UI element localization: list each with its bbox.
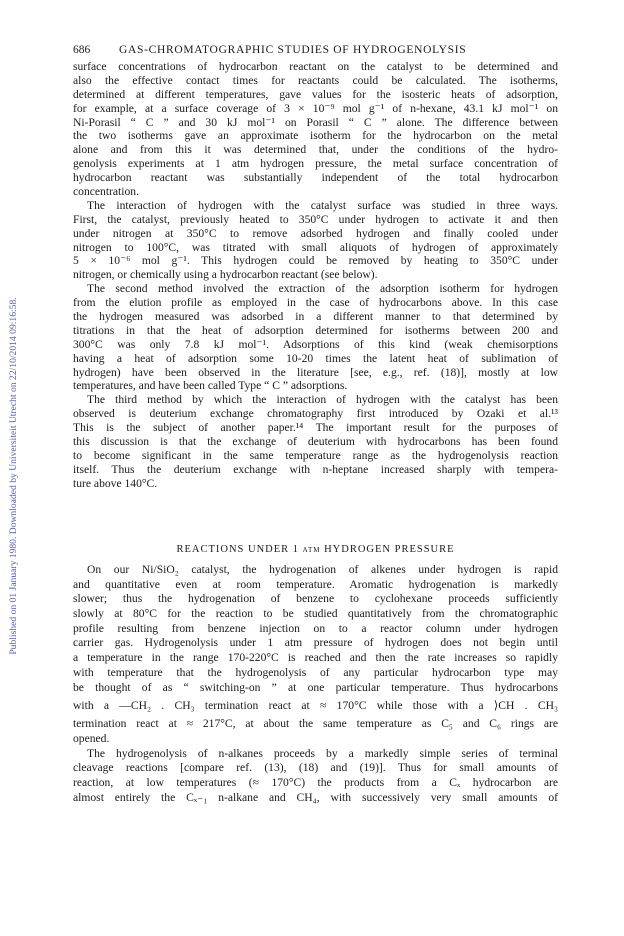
page-number: 686 [73, 44, 91, 56]
text-line: temperatures, and have been called Type “ C ” adsorptions. [73, 379, 348, 393]
text-line: 300°C was only 7.8 kJ mol⁻¹. Adsorptions of this kind (weak chemisorptions [73, 337, 558, 351]
text-line: determined at different temperatures, gave values for the isosteric heats of adsorption, [73, 87, 558, 101]
text-line: almost entirely the Cₓ₋₁ n-alkane and CH₄, with successively very small amounts of [73, 790, 558, 804]
page-header [73, 42, 558, 58]
text-line: the hydrogen measured was adsorbed in a different manner to that determined by [73, 310, 558, 324]
text-line: and quantitative even at room temperature. Aromatic hydrogenation is markedly [73, 577, 558, 591]
text-line: the two isotherms gave an approximate isotherm for the hydrocarbon on the metal [73, 129, 558, 143]
text-line: hydrocarbon reactant was substantially independent of the total hydrocarbon [73, 171, 558, 185]
text-line: slowly at 80°C for the reaction to be studied quantitatively from the chromatographic [73, 607, 558, 621]
text-line: concentration. [73, 185, 139, 199]
paragraph-6 [73, 747, 558, 806]
text-line: this discussion is that the exchange of deuterium with hydrocarbons has been found [73, 435, 558, 449]
text-line: alone and from this it was determined that, under the conditions of the hydro- [73, 143, 558, 157]
text-line: profile resulting from benzene injection on to a reactor column under hydrogen [73, 621, 558, 635]
text-line: observed is deuterium exchange chromatography first introduced by Ozaki et al.¹³ [73, 407, 558, 421]
text-line: ture above 140°C. [73, 476, 158, 490]
text-line: opened. [73, 731, 110, 745]
text-line: First, the catalyst, previously heated to 350°C under hydrogen to activate it and then [73, 212, 558, 226]
text-line: also the effective contact times for reactants could be calculated. The isotherms, [73, 73, 558, 87]
text-line: The hydrogenolysis of n-alkanes proceeds by a markedly simple series of terminal [87, 746, 558, 760]
text-line: with temperature that the hydrogenolysis of any particular hydrocarbon type may [73, 665, 558, 679]
text-line: for example, at a surface coverage of 3 × 10⁻⁹ mol g⁻¹ of n-hexane, 43.1 kJ mol⁻¹ on [73, 101, 558, 115]
text-line: The third method by which the interaction of hydrogen with the catalyst has been [87, 393, 558, 407]
text-line: carrier gas. Hydrogenolysis under 1 atm pressure of hydrogen does not begin until [73, 636, 558, 650]
text-line: cleavage reactions [compare ref. (13), (18) and (19)]. Thus for small amounts of [73, 761, 558, 775]
text-line: to become significant in the same temperature range as the hydrogenolysis reaction [73, 448, 558, 462]
paragraph-4 [73, 393, 558, 490]
formula-line: with a —CH₂ . CH₃ termination react at ≈ 170°C while those with a ⟩CH . CH₃ [73, 699, 558, 713]
text-line: surface concentrations of hydrocarbon reactant on the catalyst to be determined and [73, 60, 558, 73]
text-line: The second method involved the extraction of the adsorption isotherm for hydrogen [87, 282, 558, 296]
text-line: nitrogen to 100°C, was titrated with small aliquots of hydrogen of approximately [73, 240, 558, 254]
text-line: from the elution profile as employed in the case of hydrocarbons above. In this case [73, 296, 558, 310]
running-title: GAS-CHROMATOGRAPHIC STUDIES OF HYDROGENOLYSIS [119, 44, 467, 56]
text-line: The interaction of hydrogen with the catalyst surface was studied in three ways. [87, 198, 558, 212]
text-line: 5 × 10⁻⁶ mol g⁻¹. This hydrogen could be removed by heating to 350°C under [73, 254, 558, 268]
paragraph-3 [73, 282, 558, 393]
paragraph-5 [73, 563, 558, 747]
text-line: reaction, at low temperatures (≈ 170°C) the products from a Cₓ hydrocarbon are [73, 775, 558, 789]
text-line: genolysis experiments at 1 atm hydrogen pressure, the metal surface concentration of [73, 157, 558, 171]
paragraph-1 [73, 60, 558, 199]
text-line: On our Ni/SiO₂ catalyst, the hydrogenation of alkenes under hydrogen is rapid [87, 563, 558, 576]
section-heading: REACTIONS UNDER 1 atm HYDROGEN PRESSURE [176, 544, 455, 555]
text-line: a temperature in the range 170-220°C is reached and then the rate increases so rapidly [73, 651, 558, 665]
text-line: nitrogen, or chemically using a hydrocarbon reactant (see below). [73, 268, 378, 282]
text-line: itself. Thus the deuterium exchange with n-heptane increased sharply with tempera- [73, 462, 558, 476]
text-line: be thought of as “ switching-on ” at one particular temperature. Thus hydrocarbons [73, 680, 558, 694]
text-line: under nitrogen at 350°C to remove adsorbed hydrogen and finally cooled under [73, 226, 558, 240]
publication-watermark: Published on 01 January 1980. Downloaded by Universiteit Utrecht on 22/10/2014 09:16:58. [8, 297, 19, 655]
text-line: hydrogen) have been observed in the literature [see, e.g., ref. (18)], mostly at low [73, 365, 558, 379]
article-body-top [73, 60, 558, 491]
article-body-bottom [73, 563, 558, 805]
text-line: This is the subject of another paper.¹⁴ The important result for the purposes of [73, 421, 558, 435]
paragraph-2 [73, 199, 558, 282]
text-line: slower; thus the hydrogenation of benzene to cyclohexane proceeds sufficiently [73, 592, 558, 606]
text-line: having a heat of adsorption some 10-20 times the latent heat of sublimation of [73, 351, 558, 365]
text-line: termination react at ≈ 217°C, at about the same temperature as C₅ and C₆ rings are [73, 717, 558, 731]
text-line: Ni-Porasil “ C ” and 30 kJ mol⁻¹ on Porasil “ C ” alone. The difference between [73, 115, 558, 129]
text-line: titrations in that the heat of adsorption determined for isotherms between 200 and [73, 323, 558, 337]
